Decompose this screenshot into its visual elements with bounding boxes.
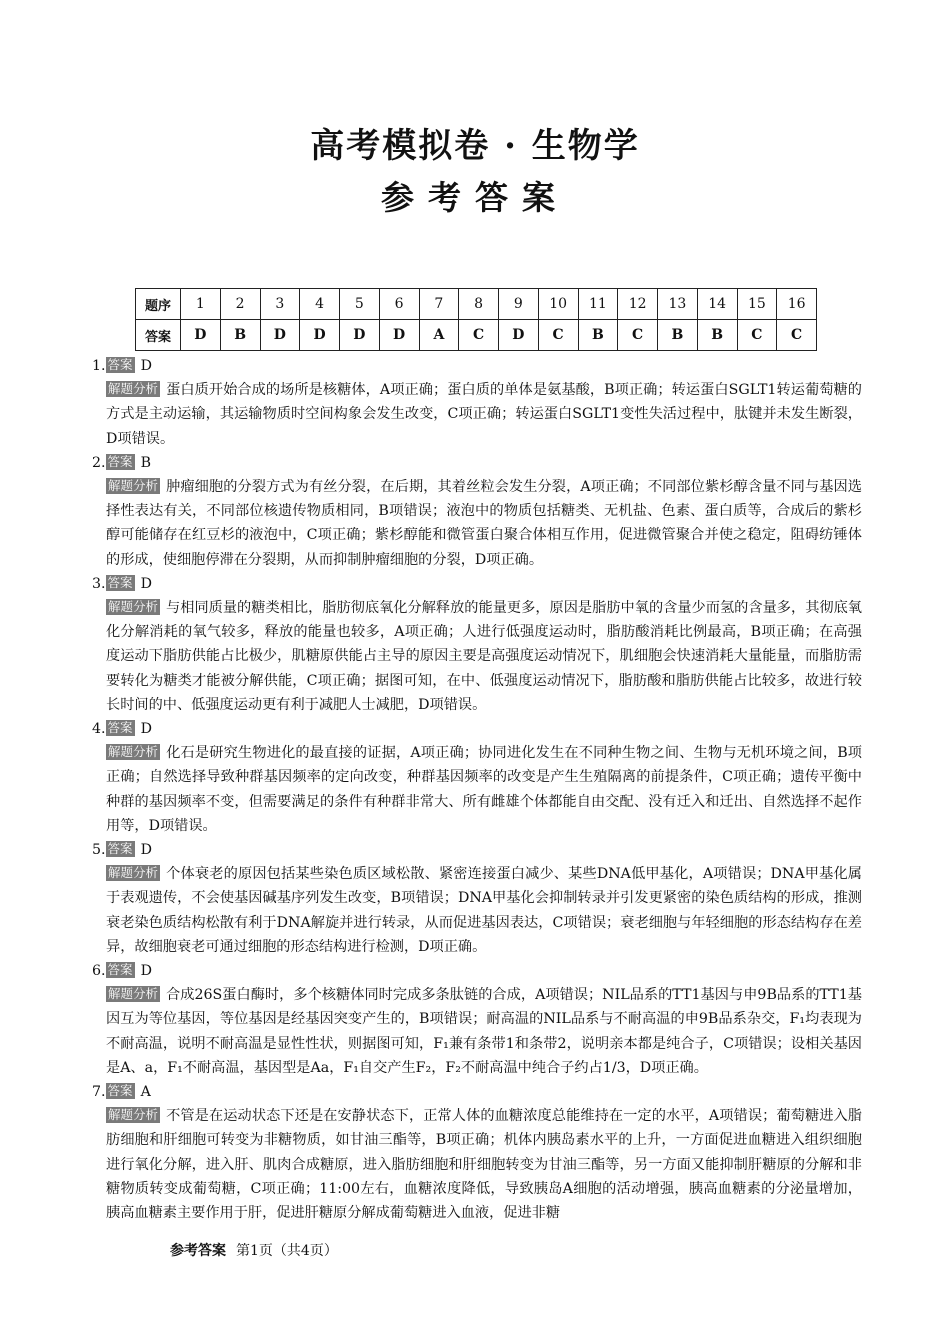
question-analysis — [92, 596, 862, 717]
analysis-tag: 解题分析 — [108, 598, 159, 614]
answer-tag: 答案 — [107, 962, 133, 977]
question-number: 3. — [92, 575, 106, 592]
question-number-cell: 3 — [260, 289, 300, 320]
question-item — [92, 1080, 862, 1225]
answer-table — [135, 288, 817, 351]
analysis-tag: 解题分析 — [108, 381, 159, 397]
answer-cell: C — [777, 320, 817, 351]
answer-tag: 答案 — [107, 841, 133, 856]
answer-tag: 答案 — [107, 357, 133, 372]
question-number-cell: 4 — [300, 289, 340, 320]
answer-tag: 答案 — [107, 574, 133, 590]
question-answer: D — [140, 721, 152, 737]
answer-explanations — [92, 354, 862, 1225]
question-number-cell: 2 — [220, 289, 260, 320]
analysis-tag: 解题分析 — [108, 1107, 159, 1123]
answer-cell: B — [220, 320, 260, 351]
question-analysis — [92, 983, 862, 1080]
answer-cell: C — [459, 320, 499, 351]
analysis-tag: 解题分析 — [108, 477, 159, 493]
analysis-text: 不管是在运动状态下还是在安静状态下，正常人体的血糖浓度总能维持在一定的水平，A项错误；葡萄糖进入脂肪细胞和肝细胞可转变为非糖物质，如甘油三酯等，B项正确；机体内胰岛素水平的上升，一方面促进血糖进入组织细胞进行氧化分解，进入肝、肌肉合成糖原，进入脂肪细胞和肝细胞转变为甘油三酯等，另一方面又能抑制肝糖原的分解和非糖物质转变成葡萄糖，C项正确；11:00左右，血糖浓度降低，导致胰岛A细胞的活动增强，胰高血糖素的分泌量增加，胰高血糖素主要作用于肝，促进肝糖原分解成葡萄糖进入血液，促进非糖 — [106, 1108, 862, 1221]
answer-table-answer-row — [136, 320, 817, 351]
question-header — [92, 838, 862, 862]
footer-label: 参考答案 — [170, 1243, 226, 1259]
question-header — [92, 572, 862, 596]
question-number-cell: 15 — [737, 289, 777, 320]
analysis-text: 与相同质量的糖类相比，脂肪彻底氧化分解释放的能量更多，原因是脂肪中氧的含量少而氢的含量多，其彻底氧化分解消耗的氧气较多，释放的能量也较多，A项正确；人进行低强度运动时，脂肪酸消耗比例最高，B项正确；在高强度运动下脂肪供能占比极少，肌糖原供能占主导的原因主要是高强度运动情况下，肌细胞会快速消耗大量能量，而脂肪需要转化为糖类才能被分解供能，C项正确；据图可知，在中、低强度运动情况下，脂肪酸和脂肪供能占比较多，故进行较长时间的中、低强度运动更有利于减肥人士减肥，D项错误。 — [106, 599, 862, 713]
question-number-cell: 6 — [379, 289, 419, 320]
question-answer: D — [140, 358, 152, 374]
question-number-cell: 16 — [777, 289, 817, 320]
question-number: 4. — [92, 721, 106, 737]
question-header — [92, 354, 862, 378]
question-item — [92, 354, 862, 451]
answer-cell: B — [658, 320, 698, 351]
question-item — [92, 959, 862, 1080]
answer-cell: B — [697, 320, 737, 351]
question-number: 2. — [92, 454, 106, 471]
answer-cell: D — [499, 320, 539, 351]
answer-tag: 答案 — [107, 720, 133, 735]
question-item — [92, 717, 862, 838]
question-header — [92, 959, 862, 983]
page-number: 第1页（共4页） — [236, 1243, 338, 1259]
question-analysis — [92, 862, 862, 959]
answer-cell: A — [419, 320, 459, 351]
question-number-cell: 9 — [499, 289, 539, 320]
question-header — [92, 451, 862, 475]
question-number: 1. — [92, 358, 106, 374]
question-number: 7. — [92, 1084, 106, 1100]
answer-cell: C — [618, 320, 658, 351]
question-answer: B — [140, 454, 151, 471]
answer-table-row-label: 答案 — [136, 320, 181, 351]
analysis-text: 合成26S蛋白酶时，多个核糖体同时完成多条肽链的合成，A项错误；NIL品系的TT1基因与申9B品系的TT1基因互为等位基因，等位基因是经基因突变产生的，B项错误；耐高温的NIL品系与不耐高温的申9B品系杂交，F₁均表现为不耐高温，说明不耐高温是显性性状，则据图可知，F₁兼有条带1和条带2，说明亲本都是纯合子，C项错误；设相关基因是A、a，F₁不耐高温，基因型是Aa，F₁自交产生F₂，F₂不耐高温中纯合子约占1/3，D项正确。 — [106, 987, 862, 1076]
question-analysis — [92, 475, 862, 572]
analysis-text: 个体衰老的原因包括某些染色质区域松散、紧密连接蛋白减少、某些DNA低甲基化，A项错误；DNA甲基化属于表观遗传，不会使基因碱基序列发生改变，B项错误；DNA甲基化会抑制转录并引发更紧密的染色质结构的形成，推测衰老染色质结构松散有利于DNA解旋并进行转录，从而促进基因表达，C项错误；衰老细胞与年轻细胞的形态结构存在差异，故细胞衰老可通过细胞的形态结构进行检测，D项正确。 — [106, 866, 862, 955]
answer-table-row-label: 题序 — [136, 289, 181, 320]
analysis-tag: 解题分析 — [108, 986, 159, 1002]
question-answer: D — [140, 842, 152, 858]
question-number: 6. — [92, 963, 106, 979]
question-number-cell: 11 — [578, 289, 618, 320]
question-header — [92, 1080, 862, 1104]
question-item — [92, 451, 862, 572]
question-number-cell: 14 — [697, 289, 737, 320]
question-analysis — [92, 1104, 862, 1225]
question-analysis — [92, 378, 862, 451]
question-number-cell: 5 — [340, 289, 380, 320]
question-item — [92, 572, 862, 717]
question-answer: D — [140, 963, 152, 979]
analysis-text: 肿瘤细胞的分裂方式为有丝分裂，在后期，其着丝粒会发生分裂，A项正确；不同部位紫杉醇含量不同与基因选择性表达有关，不同部位核遗传物质相同，B项错误；液泡中的物质包括糖类、无机盐、色素、蛋白质等，合成后的紫杉醇可能储存在红豆杉的液泡中，C项正确；紫杉醇能和微管蛋白聚合体相互作用，促进微管聚合并使之稳定，阻碍纺锤体的形成，使细胞停滞在分裂期，从而抑制肿瘤细胞的分裂，D项正确。 — [106, 478, 862, 568]
answer-cell: D — [340, 320, 380, 351]
page-subtitle: 参考答案 — [381, 178, 569, 217]
answer-cell: D — [260, 320, 300, 351]
answer-cell: B — [578, 320, 618, 351]
page-footer — [170, 1240, 338, 1260]
question-number-cell: 10 — [538, 289, 578, 320]
question-number: 5. — [92, 842, 106, 858]
question-number-cell: 1 — [181, 289, 221, 320]
answer-cell: C — [737, 320, 777, 351]
analysis-tag: 解题分析 — [108, 865, 159, 881]
question-number-cell: 12 — [618, 289, 658, 320]
analysis-text: 蛋白质开始合成的场所是核糖体，A项正确；蛋白质的单体是氨基酸，B项正确；转运蛋白SGLT1转运葡萄糖的方式是主动运输，其运输物质时空间构象会发生改变，C项正确；转运蛋白SGLT1变性失活过程中，肽键并未发生断裂，D项错误。 — [106, 382, 862, 447]
answer-table-number-row — [136, 289, 817, 320]
answer-cell: D — [379, 320, 419, 351]
page-title: 高考模拟卷 · 生物学 — [310, 126, 640, 166]
answer-tag: 答案 — [107, 453, 133, 469]
answer-cell: C — [538, 320, 578, 351]
answer-cell: D — [300, 320, 340, 351]
question-number-cell: 8 — [459, 289, 499, 320]
analysis-tag: 解题分析 — [108, 744, 159, 760]
question-answer: A — [140, 1084, 151, 1100]
question-answer: D — [140, 575, 152, 592]
question-number-cell: 7 — [419, 289, 459, 320]
question-item — [92, 838, 862, 959]
question-analysis — [92, 741, 862, 838]
answer-tag: 答案 — [107, 1083, 133, 1098]
question-header — [92, 717, 862, 741]
question-number-cell: 13 — [658, 289, 698, 320]
answer-cell: D — [181, 320, 221, 351]
analysis-text: 化石是研究生物进化的最直接的证据，A项正确；协同进化发生在不同种生物之间、生物与无机环境之间，B项正确；自然选择导致种群基因频率的定向改变，种群基因频率的改变是产生生殖隔离的前提条件，C项正确；遗传平衡中种群的基因频率不变，但需要满足的条件有种群非常大、所有雌雄个体都能自由交配、没有迁入和迁出、自然选择不起作用等，D项错误。 — [106, 745, 862, 834]
